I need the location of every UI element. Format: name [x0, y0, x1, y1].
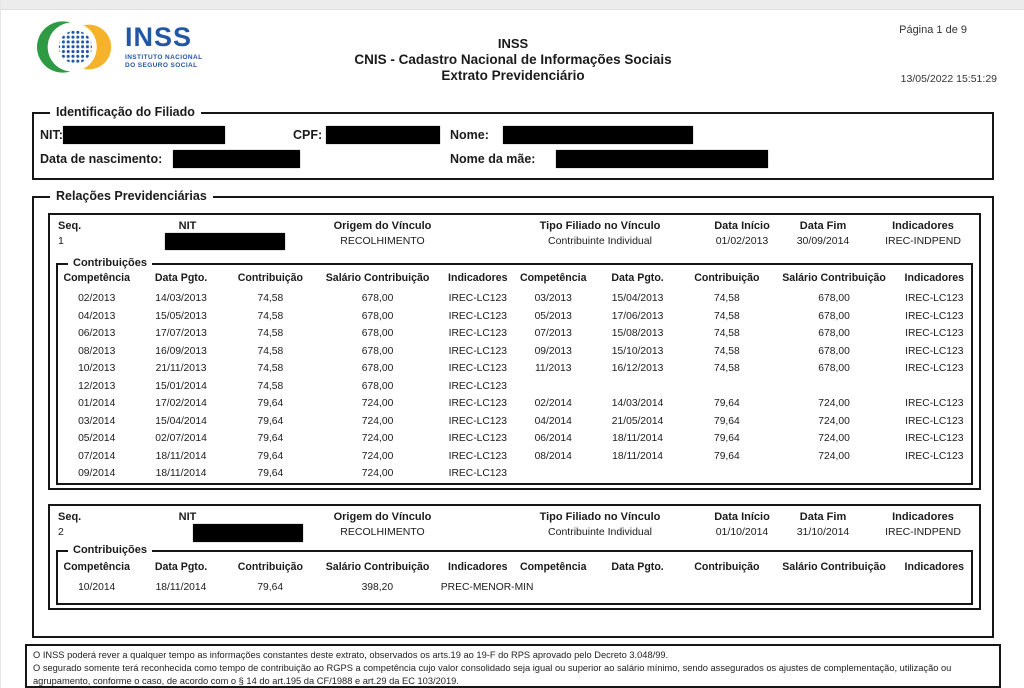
contribution-cell: 05/2014: [78, 433, 116, 445]
col-indicadores: Indicadores: [892, 220, 954, 232]
contribution-cell: IREC-LC123: [448, 450, 507, 462]
contribution-cell: IREC-LC123: [448, 380, 507, 392]
document-title: [1, 36, 1024, 83]
contribution-cell: 17/02/2014: [155, 398, 207, 410]
col-origem: Origem do Vínculo: [333, 511, 432, 523]
contribution-cell: 15/01/2014: [155, 380, 207, 392]
contribution-cell: 06/2014: [534, 433, 572, 445]
contribution-cell: 74,58: [257, 310, 284, 322]
contribution-cell: 74,58: [713, 363, 740, 375]
contribution-cell: 11/2013: [534, 363, 572, 375]
nome-redacted-value: [503, 126, 693, 144]
vinculo-nit-redacted: [165, 233, 285, 250]
contribution-cell: 18/11/2014: [612, 450, 663, 462]
contribution-cell: 724,00: [818, 398, 850, 410]
contribution-row: [58, 360, 971, 378]
contribution-cell: 79,64: [257, 582, 284, 594]
col-inicio: Data Início: [714, 220, 770, 232]
contribution-cell: 678,00: [818, 310, 850, 322]
contribution-cell: 79,64: [257, 415, 284, 427]
indicadores-value: IREC-INDPEND: [885, 235, 961, 247]
contribution-cell: 74,58: [257, 363, 284, 375]
vinculo-header-row: [50, 220, 979, 232]
contribution-cell: IREC-LC123: [448, 293, 507, 305]
contribution-col-header: Contribuição: [237, 561, 304, 573]
contribution-row: [58, 448, 971, 466]
contribution-cell: 21/11/2013: [155, 363, 207, 375]
contributions-box-2: [56, 544, 973, 605]
contribution-cell: PREC-MENOR-MIN: [440, 582, 534, 594]
contribution-cell: IREC-LC123: [448, 415, 507, 427]
contribution-cell: 17/07/2013: [155, 328, 207, 340]
col-inicio: Data Início: [714, 511, 770, 523]
contribution-cell: 02/07/2014: [155, 433, 207, 445]
contribution-cell: 79,64: [257, 433, 284, 445]
cpf-label: CPF:: [293, 128, 323, 142]
contribution-row: [58, 395, 971, 413]
contribution-cell: 678,00: [818, 363, 850, 375]
contribution-cell: 15/04/2013: [611, 293, 664, 305]
contribution-cell: 79,64: [257, 450, 284, 462]
vinculo-box-1: [48, 213, 981, 490]
contribution-cell: 74,58: [713, 293, 740, 305]
fim-value: 31/10/2014: [796, 526, 850, 538]
contribution-cell: 79,64: [713, 415, 740, 427]
contributions-rows: [58, 579, 971, 597]
fim-value: 30/09/2014: [796, 235, 850, 247]
contribution-cell: 16/09/2013: [155, 345, 207, 357]
contribution-col-header: Indicadores: [904, 272, 965, 284]
col-indicadores: Indicadores: [892, 511, 954, 523]
contribution-cell: 18/11/2014: [155, 468, 207, 480]
contribution-cell: 03/2013: [534, 293, 572, 305]
nome-label: Nome:: [450, 128, 489, 142]
contribution-cell: 724,00: [818, 450, 850, 462]
relations-legend: Relações Previdenciárias: [50, 189, 213, 203]
contribution-col-header: Contribuição: [694, 272, 760, 284]
contribution-cell: 74,58: [257, 345, 284, 357]
contribution-col-header: Salário Contribuição: [782, 561, 886, 573]
contribution-cell: 74,58: [713, 310, 740, 322]
contribution-cell: 16/12/2013: [611, 363, 664, 375]
contribution-cell: 79,64: [713, 433, 740, 445]
contribution-row: [58, 579, 971, 597]
contribution-cell: 15/05/2013: [155, 310, 207, 322]
contributions-header-row: [58, 272, 971, 284]
contribution-cell: 678,00: [361, 293, 394, 305]
contribution-cell: 15/10/2013: [611, 345, 664, 357]
contribution-col-header: Contribuição: [237, 272, 304, 284]
col-tipo: Tipo Filiado no Vínculo: [539, 220, 661, 232]
mae-redacted-value: [556, 150, 768, 168]
contribution-cell: IREC-LC123: [905, 310, 964, 322]
contribution-row: [58, 413, 971, 431]
dob-label: Data de nascimento:: [40, 152, 163, 166]
contribution-cell: IREC-LC123: [905, 363, 964, 375]
col-fim: Data Fim: [799, 511, 847, 523]
contribution-cell: 678,00: [818, 328, 850, 340]
contribution-col-header: Competência: [519, 561, 587, 573]
contribution-cell: 07/2013: [534, 328, 572, 340]
vinculo-box-2: [48, 504, 981, 610]
contribution-cell: 18/11/2014: [155, 582, 207, 594]
contribution-cell: 08/2014: [534, 450, 572, 462]
contribution-cell: 18/11/2014: [155, 450, 207, 462]
contribution-cell: 09/2014: [78, 468, 116, 480]
contribution-cell: 10/2014: [78, 582, 116, 594]
contribution-cell: 15/08/2013: [611, 328, 664, 340]
contribution-row: [58, 378, 971, 396]
contribution-cell: 79,64: [713, 450, 740, 462]
col-nit: NIT: [178, 220, 197, 232]
contribution-col-header: Competência: [63, 561, 130, 573]
contribution-cell: 09/2013: [534, 345, 572, 357]
contribution-row: [58, 308, 971, 326]
col-tipo: Tipo Filiado no Vínculo: [539, 511, 661, 523]
mae-label: Nome da mãe:: [450, 152, 536, 166]
contribution-cell: 678,00: [818, 345, 850, 357]
inicio-value: 01/10/2014: [715, 526, 769, 538]
nit-cell: [105, 526, 270, 538]
nit-cell: [105, 235, 270, 247]
contribution-cell: IREC-LC123: [448, 310, 507, 322]
contribution-cell: 79,64: [713, 398, 740, 410]
origem-value: RECOLHIMENTO: [340, 235, 425, 247]
contribution-col-header: Salário Contribuição: [325, 561, 430, 573]
contribution-col-header: Indicadores: [448, 272, 508, 284]
contribution-cell: 724,00: [818, 415, 850, 427]
generation-timestamp: 13/05/2022 15:51:29: [900, 73, 997, 85]
footer-line-1: O INSS poderá rever a qualquer tempo as informações constantes deste extrato, observados os arts.19 ao 19-F do RPS aprovado pelo Decreto 3.048/99.: [33, 650, 669, 660]
title-line-1: INSS: [497, 36, 529, 51]
contribution-cell: 21/05/2014: [611, 415, 664, 427]
contribution-cell: 17/06/2013: [611, 310, 664, 322]
contribution-cell: 724,00: [361, 433, 394, 445]
contribution-cell: 14/03/2014: [611, 398, 664, 410]
contribution-cell: 724,00: [361, 468, 394, 480]
nit-redacted-value: [63, 126, 225, 144]
contribution-col-header: Indicadores: [904, 561, 965, 573]
nit-label: NIT:: [40, 128, 63, 142]
contribution-cell: 724,00: [361, 415, 394, 427]
contribution-col-header: Data Pgto.: [611, 561, 664, 573]
contributions-rows: [58, 290, 971, 483]
contribution-cell: IREC-LC123: [448, 363, 507, 375]
contribution-cell: 74,58: [257, 328, 284, 340]
contributions-legend: Contribuições: [68, 544, 152, 556]
contribution-row: [58, 325, 971, 343]
contribution-cell: IREC-LC123: [448, 468, 507, 480]
contribution-cell: 79,64: [257, 468, 284, 480]
col-seq: Seq.: [58, 220, 82, 232]
identification-section: [32, 105, 994, 180]
contribution-cell: IREC-LC123: [448, 345, 507, 357]
contribution-cell: 02/2013: [78, 293, 116, 305]
contribution-cell: 678,00: [361, 380, 394, 392]
contribution-cell: IREC-LC123: [905, 415, 964, 427]
contribution-row: [58, 290, 971, 308]
contribution-cell: 74,58: [713, 345, 740, 357]
col-fim: Data Fim: [799, 220, 847, 232]
contribution-cell: IREC-LC123: [905, 345, 964, 357]
contribution-cell: 74,58: [257, 380, 284, 392]
contribution-cell: IREC-LC123: [905, 433, 964, 445]
contribution-col-header: Salário Contribuição: [325, 272, 430, 284]
contribution-cell: IREC-LC123: [448, 398, 507, 410]
page-number: Página 1 de 9: [899, 24, 967, 36]
contribution-cell: IREC-LC123: [448, 328, 507, 340]
contribution-cell: 05/2013: [534, 310, 572, 322]
col-origem: Origem do Vínculo: [333, 220, 432, 232]
vinculo-header-row: [50, 511, 979, 523]
contribution-cell: 02/2014: [534, 398, 572, 410]
contribution-row: [58, 465, 971, 483]
footer-line-2: O segurado somente terá reconhecida como tempo de contribuição ao RGPS a competência cujo valor consolidado seja igual ou superior ao salário mínimo, sendo assegurados os ajustes de complementação, utilização ou agrupamento, conforme o caso, de acordo com o § 14 do art.195 da CF/1988 e art.29 da EC 103/2019.: [33, 662, 952, 686]
contributions-header-row: [58, 561, 971, 573]
contribution-cell: 04/2013: [78, 310, 116, 322]
contribution-col-header: Salário Contribuição: [782, 272, 886, 284]
contribution-col-header: Contribuição: [694, 561, 760, 573]
vinculo-nit-redacted: [193, 524, 303, 542]
contribution-cell: IREC-LC123: [905, 328, 964, 340]
contribution-row: [58, 343, 971, 361]
contribution-cell: 724,00: [818, 433, 850, 445]
contribution-cell: 678,00: [361, 345, 394, 357]
relations-section: [32, 189, 994, 638]
contribution-cell: 678,00: [361, 328, 394, 340]
contribution-cell: 12/2013: [78, 380, 116, 392]
col-nit: NIT: [178, 511, 197, 523]
tipo-value: Contribuinte Individual: [548, 526, 652, 538]
contributions-box-1: [56, 257, 973, 485]
dob-redacted-value: [173, 150, 300, 168]
contribution-cell: 06/2013: [78, 328, 116, 340]
footer-disclaimer-box: [25, 644, 1001, 688]
cpf-redacted-value: [326, 126, 440, 144]
contributions-legend: Contribuições: [68, 257, 152, 269]
origem-value: RECOLHIMENTO: [340, 526, 425, 538]
contribution-cell: 07/2014: [78, 450, 116, 462]
contribution-cell: 04/2014: [534, 415, 572, 427]
contribution-col-header: Competência: [519, 272, 587, 284]
contribution-cell: 14/03/2013: [155, 293, 207, 305]
logo-wordmark: INSS: [125, 22, 193, 52]
viewer-top-edge: [1, 0, 1024, 10]
contribution-row: [58, 430, 971, 448]
contribution-cell: IREC-LC123: [448, 433, 507, 445]
contribution-cell: IREC-LC123: [905, 398, 964, 410]
contribution-cell: 74,58: [257, 293, 284, 305]
col-seq: Seq.: [58, 511, 82, 523]
contribution-cell: 398,20: [361, 582, 394, 594]
contribution-cell: 678,00: [361, 310, 394, 322]
contribution-cell: 79,64: [257, 398, 284, 410]
vinculo-value-row: [50, 526, 979, 538]
contribution-cell: 678,00: [818, 293, 850, 305]
logo-subtitle: INSTITUTO NACIONAL DO SEGURO SOCIAL: [125, 54, 203, 70]
contribution-cell: IREC-LC123: [905, 450, 964, 462]
vinculo-value-row: [50, 235, 979, 247]
contribution-col-header: Indicadores: [448, 561, 508, 573]
contribution-cell: 10/2013: [78, 363, 116, 375]
contribution-cell: 15/04/2014: [155, 415, 207, 427]
contribution-cell: IREC-LC123: [905, 293, 964, 305]
inicio-value: 01/02/2013: [715, 235, 769, 247]
title-line-2: CNIS - Cadastro Nacional de Informações Sociais: [354, 52, 672, 67]
seq-value: 2: [58, 526, 64, 538]
tipo-value: Contribuinte Individual: [548, 235, 652, 247]
indicadores-value: IREC-INDPEND: [885, 526, 961, 538]
contribution-cell: 08/2013: [78, 345, 116, 357]
seq-value: 1: [58, 235, 64, 247]
title-line-3: Extrato Previdenciário: [441, 68, 585, 83]
contribution-cell: 03/2014: [78, 415, 116, 427]
contribution-cell: 724,00: [361, 398, 394, 410]
contribution-cell: 678,00: [361, 363, 394, 375]
contribution-cell: 01/2014: [78, 398, 116, 410]
contribution-cell: 74,58: [713, 328, 740, 340]
contribution-col-header: Data Pgto.: [154, 272, 208, 284]
contribution-col-header: Data Pgto.: [154, 561, 208, 573]
contribution-col-header: Competência: [63, 272, 130, 284]
contribution-cell: 724,00: [361, 450, 394, 462]
contribution-cell: 18/11/2014: [612, 433, 663, 445]
contribution-col-header: Data Pgto.: [611, 272, 664, 284]
identification-legend: Identificação do Filiado: [50, 105, 201, 119]
